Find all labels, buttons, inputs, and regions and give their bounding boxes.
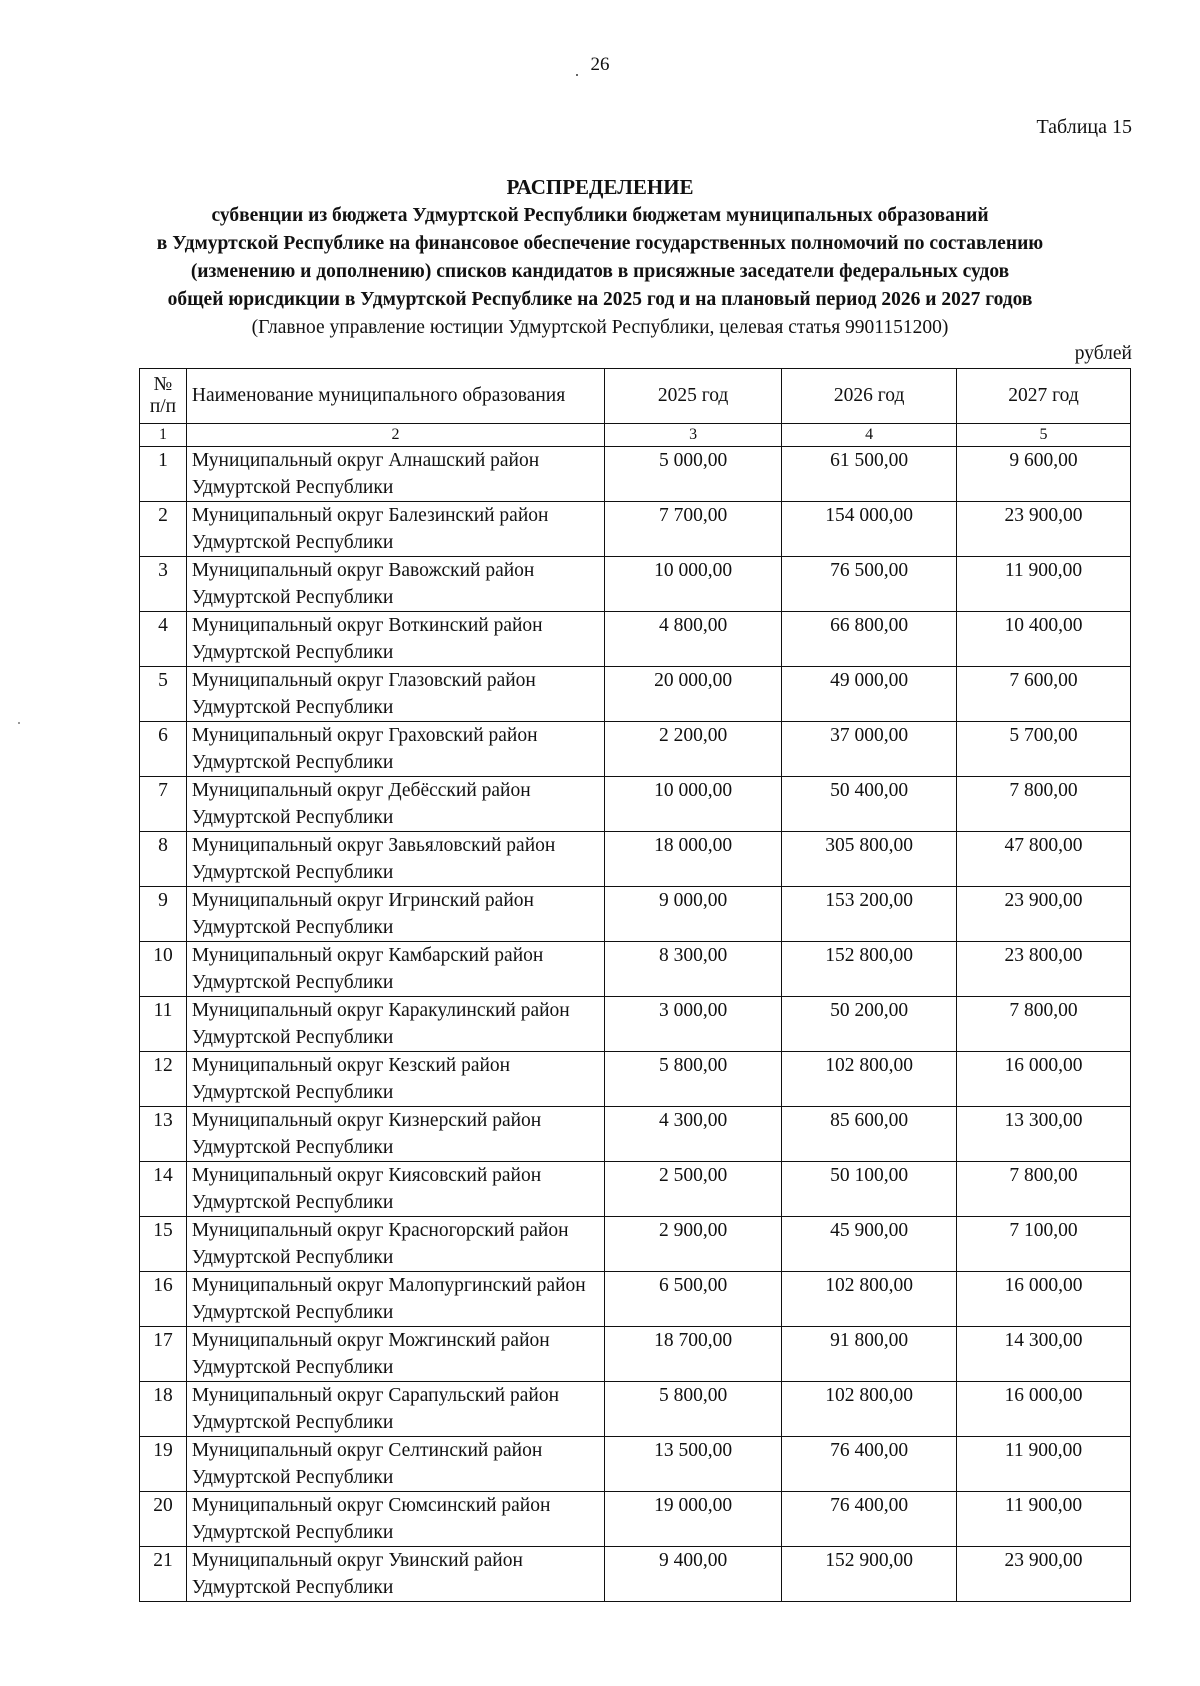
table-row (140, 557, 1131, 612)
row-number: 16 (140, 1272, 187, 1327)
value-2026: 61 500,00 (782, 447, 957, 502)
row-number: 6 (140, 722, 187, 777)
header-number-line2: п/п (149, 396, 177, 417)
value-2025: 5 800,00 (605, 1052, 782, 1107)
table-row (140, 1217, 1131, 1272)
unit-label: рублей (1074, 343, 1132, 364)
table-row (140, 1327, 1131, 1382)
table-row (140, 1382, 1131, 1437)
value-2026: 102 800,00 (782, 1052, 957, 1107)
table-row (140, 1272, 1131, 1327)
value-2027: 47 800,00 (957, 832, 1131, 887)
header-number (140, 369, 187, 424)
table-row (140, 502, 1131, 557)
value-2025: 10 000,00 (605, 777, 782, 832)
value-2026: 66 800,00 (782, 612, 957, 667)
value-2026: 37 000,00 (782, 722, 957, 777)
table-row (140, 1492, 1131, 1547)
value-2027: 23 900,00 (957, 502, 1131, 557)
row-number: 8 (140, 832, 187, 887)
row-number: 14 (140, 1162, 187, 1217)
value-2027: 23 900,00 (957, 887, 1131, 942)
municipality-name: Муниципальный округ Завьяловский район Удмуртской Республики (186, 832, 604, 887)
municipality-name: Муниципальный округ Граховский район Удмуртской Республики (186, 722, 604, 777)
value-2027: 16 000,00 (957, 1052, 1131, 1107)
header-2026: 2026 год (782, 369, 957, 424)
header-row (140, 369, 1131, 424)
value-2025: 3 000,00 (605, 997, 782, 1052)
value-2026: 50 100,00 (782, 1162, 957, 1217)
value-2027: 23 800,00 (957, 942, 1131, 997)
row-number: 9 (140, 887, 187, 942)
column-index: 1 (140, 424, 187, 447)
row-number: 3 (140, 557, 187, 612)
row-number: 18 (140, 1382, 187, 1437)
distribution-table (139, 368, 1131, 1602)
title-block (120, 172, 1080, 342)
table-row (140, 1547, 1131, 1602)
value-2025: 2 900,00 (605, 1217, 782, 1272)
value-2026: 76 400,00 (782, 1437, 957, 1492)
municipality-name: Муниципальный округ Игринский район Удмуртской Республики (186, 887, 604, 942)
row-number: 20 (140, 1492, 187, 1547)
value-2027: 7 600,00 (957, 667, 1131, 722)
table-label: Таблица 15 (1036, 116, 1132, 138)
header-name: Наименование муниципального образования (186, 369, 604, 424)
value-2027: 7 800,00 (957, 1162, 1131, 1217)
header-number-line1: № (153, 374, 173, 395)
value-2026: 102 800,00 (782, 1272, 957, 1327)
value-2025: 10 000,00 (605, 557, 782, 612)
table-row (140, 997, 1131, 1052)
value-2027: 11 900,00 (957, 1492, 1131, 1547)
municipality-name: Муниципальный округ Сюмсинский район Удмуртской Республики (186, 1492, 604, 1547)
value-2027: 5 700,00 (957, 722, 1131, 777)
value-2027: 7 100,00 (957, 1217, 1131, 1272)
municipality-name: Муниципальный округ Вавожский район Удмуртской Республики (186, 557, 604, 612)
municipality-name: Муниципальный округ Увинский район Удмуртской Республики (186, 1547, 604, 1602)
row-number: 10 (140, 942, 187, 997)
table-row (140, 777, 1131, 832)
table-body (140, 447, 1131, 1602)
subtitle-line: (изменению и дополнению) списков кандидатов в присяжные заседатели федеральных судов (190, 261, 1010, 282)
value-2027: 16 000,00 (957, 1382, 1131, 1437)
page-number: 26 (590, 54, 610, 75)
row-number: 19 (140, 1437, 187, 1492)
value-2027: 11 900,00 (957, 1437, 1131, 1492)
value-2025: 7 700,00 (605, 502, 782, 557)
table-row (140, 612, 1131, 667)
row-number: 2 (140, 502, 187, 557)
table-row (140, 1107, 1131, 1162)
value-2025: 13 500,00 (605, 1437, 782, 1492)
value-2026: 154 000,00 (782, 502, 957, 557)
value-2025: 4 300,00 (605, 1107, 782, 1162)
value-2026: 76 500,00 (782, 557, 957, 612)
table-row (140, 1162, 1131, 1217)
row-number: 17 (140, 1327, 187, 1382)
value-2025: 5 000,00 (605, 447, 782, 502)
value-2027: 10 400,00 (957, 612, 1131, 667)
value-2026: 85 600,00 (782, 1107, 957, 1162)
column-index-row (140, 424, 1131, 447)
value-2025: 19 000,00 (605, 1492, 782, 1547)
scan-speck (18, 722, 20, 724)
table-row (140, 1052, 1131, 1107)
municipality-name: Муниципальный округ Можгинский район Удмуртской Республики (186, 1327, 604, 1382)
value-2026: 76 400,00 (782, 1492, 957, 1547)
municipality-name: Муниципальный округ Кизнерский район Удмуртской Республики (186, 1107, 604, 1162)
value-2027: 23 900,00 (957, 1547, 1131, 1602)
municipality-name: Муниципальный округ Кезский район Удмуртской Республики (186, 1052, 604, 1107)
municipality-name: Муниципальный округ Селтинский район Удмуртской Республики (186, 1437, 604, 1492)
table-row (140, 447, 1131, 502)
value-2027: 7 800,00 (957, 997, 1131, 1052)
row-number: 5 (140, 667, 187, 722)
header-2025: 2025 год (605, 369, 782, 424)
subtitle-line: общей юрисдикции в Удмуртской Республике на 2025 год и на плановый период 2026 и 2027 годов (167, 289, 1033, 310)
value-2026: 49 000,00 (782, 667, 957, 722)
municipality-name: Муниципальный округ Дебёсский район Удмуртской Республики (186, 777, 604, 832)
municipality-name: Муниципальный округ Сарапульский район Удмуртской Республики (186, 1382, 604, 1437)
value-2026: 152 900,00 (782, 1547, 957, 1602)
municipality-name: Муниципальный округ Красногорский район Удмуртской Республики (186, 1217, 604, 1272)
municipality-name: Муниципальный округ Алнашский район Удмуртской Республики (186, 447, 604, 502)
value-2026: 153 200,00 (782, 887, 957, 942)
subtitle-line: в Удмуртской Республике на финансовое обеспечение государственных полномочий по составлению (156, 233, 1044, 254)
municipality-name: Муниципальный округ Малопургинский район Удмуртской Республики (186, 1272, 604, 1327)
column-index: 3 (605, 424, 782, 447)
column-index: 2 (186, 424, 604, 447)
row-number: 4 (140, 612, 187, 667)
table-row (140, 1437, 1131, 1492)
value-2026: 50 200,00 (782, 997, 957, 1052)
value-2025: 6 500,00 (605, 1272, 782, 1327)
row-number: 13 (140, 1107, 187, 1162)
table-row (140, 832, 1131, 887)
document-note: (Главное управление юстиции Удмуртской Республики, целевая статья 9901151200) (251, 317, 949, 338)
value-2026: 152 800,00 (782, 942, 957, 997)
value-2025: 9 400,00 (605, 1547, 782, 1602)
header-2027: 2027 год (957, 369, 1131, 424)
row-number: 12 (140, 1052, 187, 1107)
value-2025: 18 000,00 (605, 832, 782, 887)
value-2025: 20 000,00 (605, 667, 782, 722)
municipality-name: Муниципальный округ Киясовский район Удмуртской Республики (186, 1162, 604, 1217)
value-2025: 4 800,00 (605, 612, 782, 667)
value-2025: 2 200,00 (605, 722, 782, 777)
subtitle-line: субвенции из бюджета Удмуртской Республики бюджетам муниципальных образований (211, 205, 989, 226)
value-2027: 9 600,00 (957, 447, 1131, 502)
value-2027: 14 300,00 (957, 1327, 1131, 1382)
row-number: 1 (140, 447, 187, 502)
value-2025: 5 800,00 (605, 1382, 782, 1437)
municipality-name: Муниципальный округ Каракулинский район Удмуртской Республики (186, 997, 604, 1052)
table-row (140, 942, 1131, 997)
value-2025: 8 300,00 (605, 942, 782, 997)
value-2026: 45 900,00 (782, 1217, 957, 1272)
value-2026: 305 800,00 (782, 832, 957, 887)
municipality-name: Муниципальный округ Воткинский район Удмуртской Республики (186, 612, 604, 667)
row-number: 15 (140, 1217, 187, 1272)
document-title: РАСПРЕДЕЛЕНИЕ (506, 175, 694, 199)
row-number: 7 (140, 777, 187, 832)
column-index: 4 (782, 424, 957, 447)
value-2027: 11 900,00 (957, 557, 1131, 612)
column-index: 5 (957, 424, 1131, 447)
row-number: 21 (140, 1547, 187, 1602)
value-2027: 7 800,00 (957, 777, 1131, 832)
municipality-name: Муниципальный округ Балезинский район Удмуртской Республики (186, 502, 604, 557)
value-2026: 91 800,00 (782, 1327, 957, 1382)
table-row (140, 887, 1131, 942)
value-2027: 16 000,00 (957, 1272, 1131, 1327)
value-2027: 13 300,00 (957, 1107, 1131, 1162)
value-2025: 9 000,00 (605, 887, 782, 942)
value-2026: 50 400,00 (782, 777, 957, 832)
value-2026: 102 800,00 (782, 1382, 957, 1437)
table-row (140, 667, 1131, 722)
table-row (140, 722, 1131, 777)
row-number: 11 (140, 997, 187, 1052)
municipality-name: Муниципальный округ Глазовский район Удмуртской Республики (186, 667, 604, 722)
value-2025: 2 500,00 (605, 1162, 782, 1217)
municipality-name: Муниципальный округ Камбарский район Удмуртской Республики (186, 942, 604, 997)
value-2025: 18 700,00 (605, 1327, 782, 1382)
